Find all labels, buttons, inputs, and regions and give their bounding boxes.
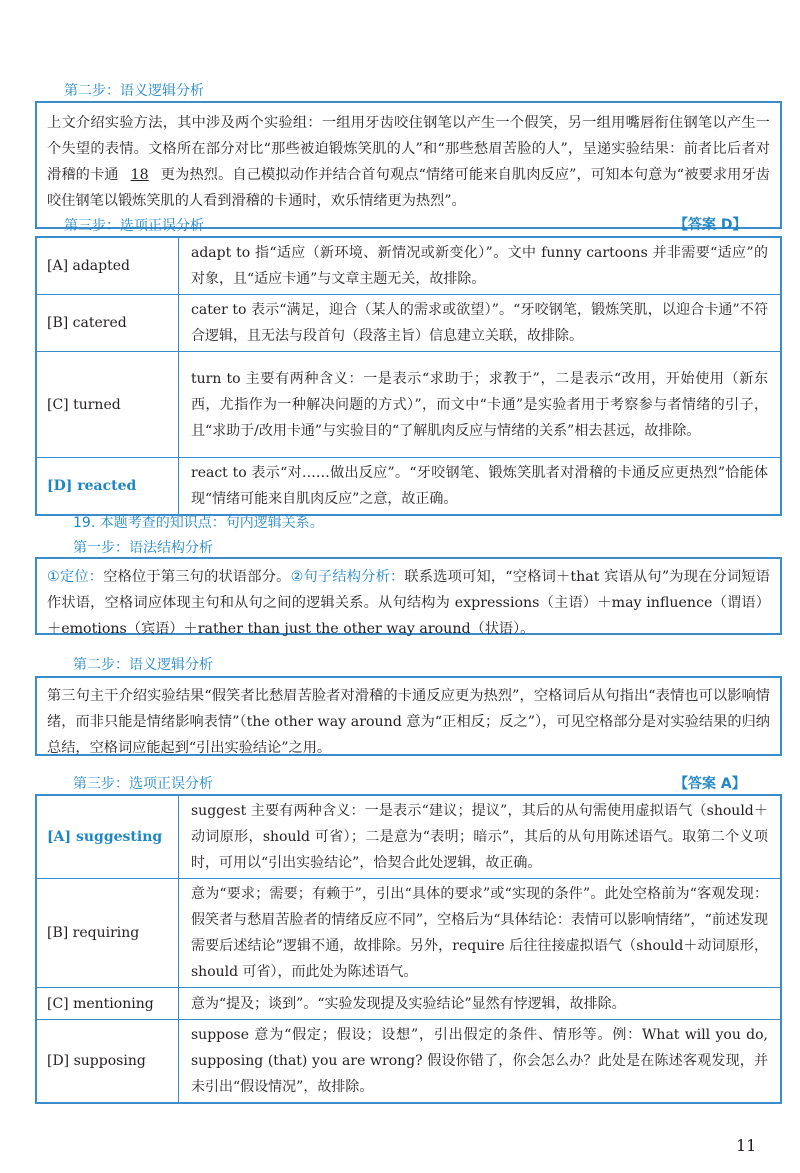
page-number: 11 [736, 1136, 757, 1155]
option-text: 意为“要求；需要；有赖于”，引出“具体的要求”或“实现的条件”。此处空格前为“客观发现：假笑者与愁眉苦脸者的情绪反应不同”，空格后为“具体结论：表情可以影响情绪”，“前述发现需要后述结论”逻辑不通，故排除。另外，require 后往往接虚拟语气（should＋动词原形，should 可省），而此处为陈述语气。 [179, 879, 782, 988]
option-row [36, 795, 781, 879]
option-text: 意为“提及；谈到”。“实验发现提及实验结论”显然有悖逻辑，故排除。 [179, 988, 782, 1020]
option-text: turn to 主要有两种含义：一是表示“求助于；求教于”，二是表示“改用，开始使用（新东西，尤指作为一种解决问题的方式）”，而文中“卡通”是实验者用于考察参与者情绪的引子，且“求助于/改用卡通”与实验目的“了解肌肉反应与情绪的关系”相去甚远，故排除。 [179, 352, 782, 458]
blank-18: 18 [130, 167, 149, 183]
step1-text-1: 空格位于第三句的状语部分。 [103, 569, 291, 585]
option-key-correct: [D] reacted [36, 458, 179, 516]
option-key: [C] turned [36, 352, 179, 458]
step2-title-19: 第二步：语义逻辑分析 [73, 657, 213, 673]
option-row [36, 237, 781, 295]
option-key: [A] adapted [36, 237, 179, 295]
option-row [36, 458, 781, 516]
option-row [36, 1020, 781, 1104]
label-structure: ②句子结构分析： [290, 569, 405, 585]
option-row [36, 352, 781, 458]
step2-title-1: 第二步：语义逻辑分析 [64, 83, 204, 99]
step2-text-19: 第三句主干介绍实验结果“假笑者比愁眉苦脸者对滑稽的卡通反应更为热烈”，空格词后从句指出“表情也可以影响情绪，而非只能是情绪影响表情”（the other way around 意为“正相反；反之”），可见空格部分是对实验结果的归纳总结，空格词应能起到“引出实验结论”之用。 [47, 688, 770, 756]
step1-box-19 [35, 557, 782, 635]
option-row [36, 879, 781, 988]
step3-title-19: 第三步：选项正误分析 [73, 776, 213, 792]
step2-text-b: 更为热烈。自己模拟动作并结合首句观点“情绪可能来自肌肉反应”，可知本句意为“被要求用牙齿咬住钢笔以锻炼笑肌的人看到滑稽的卡通时，欢乐情绪更为热烈”。 [47, 167, 770, 209]
step1-title-19: 第一步：语法结构分析 [73, 540, 213, 556]
step2-box-19 [35, 676, 782, 756]
option-key: [C] mentioning [36, 988, 179, 1020]
options-table-19 [35, 794, 782, 1104]
option-text: suppose 意为“假定；假设；设想”，引出假定的条件、情形等。例：What will you do, supposing (that) you are wrong? 假设你错了，你会怎么办？此处是在陈述客观发现，并未引出“假设情况”，故排除。 [179, 1020, 782, 1104]
step2-text-a: 上文介绍实验方法，其中涉及两个实验组：一组用牙齿咬住钢笔以产生一个假笑，另一组用嘴唇衔住钢笔以产生一个失望的表情。文格所在部分对比“那些被迫锻炼笑肌的人”和“那些愁眉苦脸的人”，呈递实验结果：前者比后者对滑稽的卡通 [47, 115, 770, 183]
label-locate: ①定位： [47, 569, 104, 585]
step1-text-2: 联系选项可知，“空格词＋that 宾语从句”为现在分词短语作状语，空格词应体现主句和从句之间的逻辑关系。从句结构为 expressions（主语）＋may influence（谓语）＋emotions（宾语）＋rather than just the other way around（状语）。 [47, 569, 770, 637]
options-table-18 [35, 236, 782, 516]
step2-box-1 [35, 101, 782, 229]
option-key-correct: [A] suggesting [36, 795, 179, 879]
option-key: [D] supposing [36, 1020, 179, 1104]
step3-title-1: 第三步：选项正误分析 [64, 218, 204, 234]
answer-d: 【答案 D】 [674, 217, 747, 233]
option-row [36, 988, 781, 1020]
option-text: react to 表示“对……做出反应”。“牙咬钢笔、锻炼笑肌者对滑稽的卡通反应更热烈”恰能体现“情绪可能来自肌肉反应”之意，故正确。 [179, 458, 782, 516]
answer-a: 【答案 A】 [674, 776, 746, 792]
question-19-heading [73, 512, 324, 532]
option-text: suggest 主要有两种含义：一是表示“建议；提议”，其后的从句需使用虚拟语气（should＋动词原形，should 可省）；二是意为“表明；暗示”，其后的从句用陈述语气。取第二个义项时，可用以“引出实验结论”，恰契合此处逻辑，故正确。 [179, 795, 782, 879]
question-topic: 本题考查的知识点：句内逻辑关系。 [99, 515, 324, 531]
option-key: [B] requiring [36, 879, 179, 988]
option-text: cater to 表示“满足，迎合（某人的需求或欲望）”。“牙咬钢笔，锻炼笑肌，以迎合卡通”不符合逻辑，且无法与段首句（段落主旨）信息建立关联，故排除。 [179, 295, 782, 352]
question-number: 19. [73, 515, 96, 531]
option-row [36, 295, 781, 352]
option-key: [B] catered [36, 295, 179, 352]
option-text: adapt to 指“适应（新环境、新情况或新变化）”。文中 funny cartoons 并非需要“适应”的对象，且“适应卡通”与文章主题无关，故排除。 [179, 237, 782, 295]
